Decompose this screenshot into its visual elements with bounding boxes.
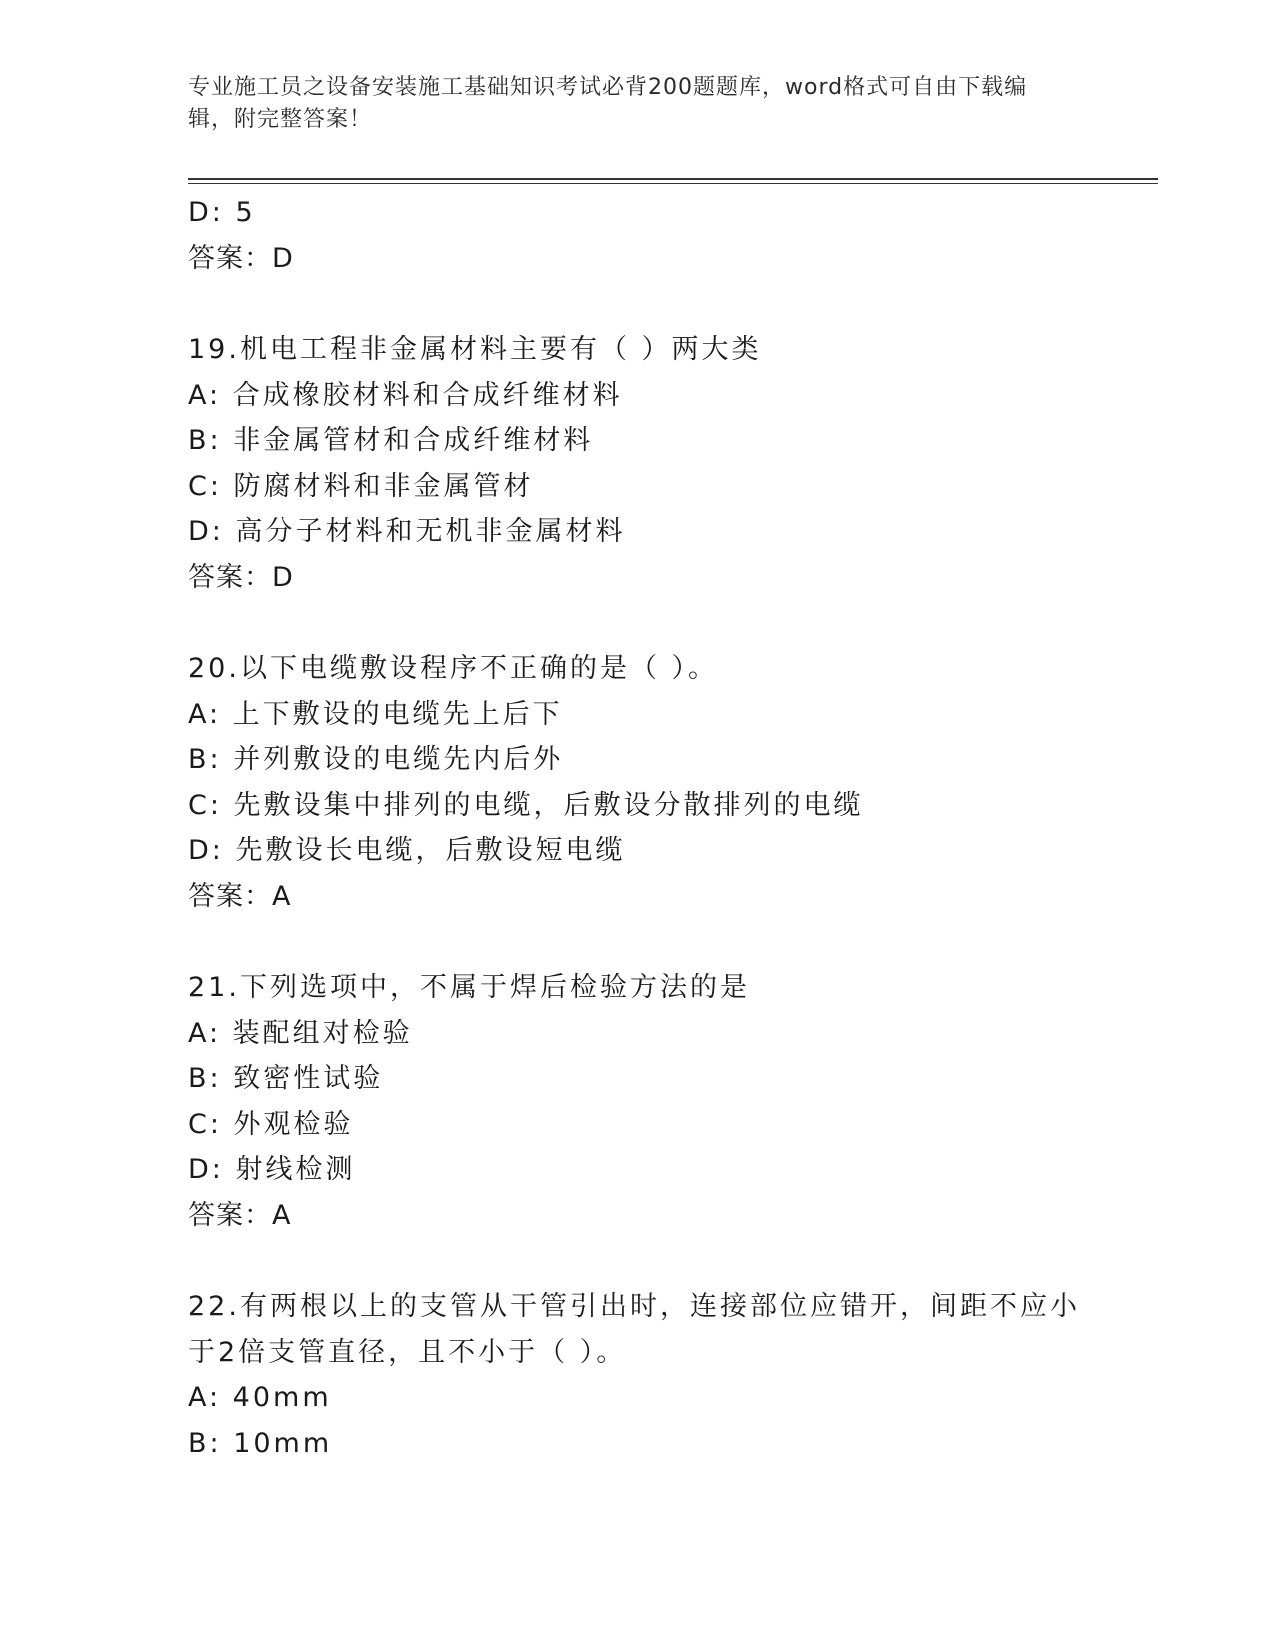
option-a: A: 上下敷设的电缆先上后下 [188, 698, 563, 730]
question-19 [188, 327, 1148, 600]
answer: 答案：D [188, 561, 294, 593]
option-d: D: 射线检测 [188, 1154, 356, 1185]
option-b: B: 10mm [188, 1427, 333, 1459]
answer: 答案：A [188, 1199, 292, 1231]
header-divider-thin [188, 183, 1158, 184]
question-21 [188, 965, 1148, 1238]
option-c: C: 外观检验 [188, 1108, 354, 1140]
question-stem: 20.以下电缆敷设程序不正确的是（ ）。 [188, 653, 719, 684]
question-stem: 21.下列选项中，不属于焊后检验方法的是 [188, 972, 750, 1003]
answer: 答案：A [188, 880, 292, 912]
question-stem: 22.有两根以上的支管从干管引出时，连接部位应错开，间距不应小于2倍支管直径，且不小于（ ）。 [188, 1291, 1080, 1368]
question-stem: 19.机电工程非金属材料主要有（ ）两大类 [188, 334, 762, 365]
option-d: D: 先敷设长电缆，后敷设短电缆 [188, 835, 626, 866]
question-20 [188, 646, 1148, 919]
option-a: A: 装配组对检验 [188, 1017, 413, 1049]
option-b: B: 致密性试验 [188, 1063, 384, 1094]
question-list [188, 190, 1148, 1466]
option-a: A: 合成橡胶材料和合成纤维材料 [188, 379, 623, 411]
option-b: B: 并列敷设的电缆先内后外 [188, 744, 564, 775]
option-d: D: 高分子材料和无机非金属材料 [188, 516, 626, 547]
option-c: C: 防腐材料和非金属管材 [188, 470, 534, 502]
answer: 答案：D [188, 242, 294, 274]
header-divider [188, 178, 1158, 180]
question-22 [188, 1284, 1148, 1466]
option-a: A: 40mm [188, 1382, 332, 1413]
option-d: D: 5 [188, 197, 256, 228]
page-header: 专业施工员之设备安装施工基础知识考试必背200题题库，word格式可自由下载编辑，附完整答案！ [188, 75, 1028, 132]
option-b: B: 非金属管材和合成纤维材料 [188, 425, 594, 456]
option-c: C: 先敷设集中排列的电缆，后敷设分散排列的电缆 [188, 789, 864, 821]
